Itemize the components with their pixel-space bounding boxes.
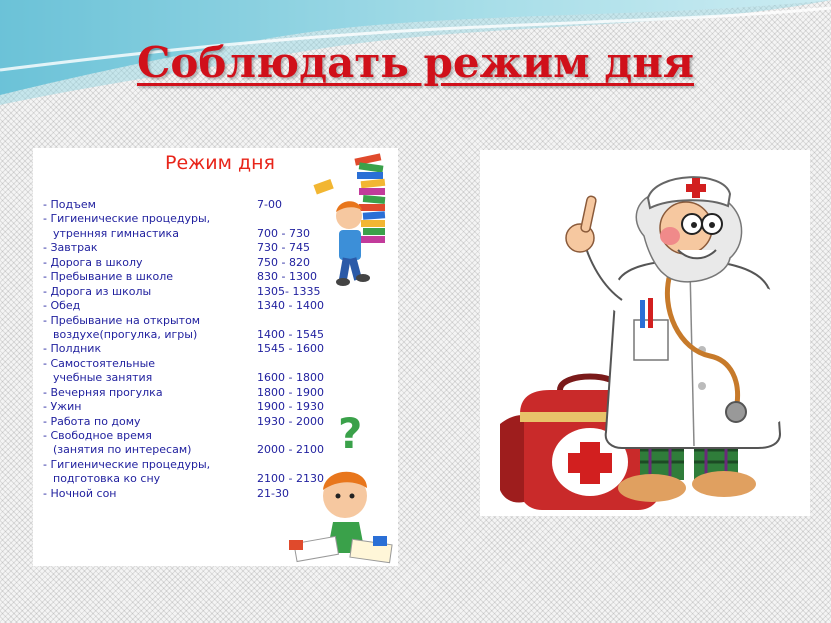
- schedule-time: 1900 - 1930: [257, 400, 324, 414]
- svg-text:?: ?: [338, 409, 363, 458]
- schedule-time: 2000 - 2100: [257, 443, 324, 457]
- schedule-activity: - Самостоятельные: [43, 356, 156, 370]
- schedule-activity: воздухе(прогулка, игры): [53, 327, 198, 341]
- schedule-activity: - Пребывание на открытом: [43, 313, 201, 327]
- schedule-activity: - Ночной сон: [43, 486, 117, 500]
- schedule-activity: - Пребывание в школе: [43, 270, 174, 284]
- schedule-activity: учебные занятия: [53, 371, 153, 385]
- schedule-activity: - Гигиенические процедуры,: [43, 212, 211, 226]
- schedule-time: 7-00: [257, 198, 282, 211]
- schedule-activity: - Вечерняя прогулка: [43, 385, 163, 399]
- schedule-activity: подготовка ко сну: [53, 472, 161, 486]
- schedule-time: 1545 - 1600: [257, 342, 324, 356]
- schedule-time: 21-30: [257, 486, 289, 500]
- schedule-activity: - Дорога в школу: [43, 255, 143, 269]
- schedule-time: 830 - 1300: [257, 270, 317, 284]
- schedule-activity: - Обед: [43, 299, 81, 313]
- boy-studying-icon: [289, 409, 392, 563]
- schedule-time: 1800 - 1900: [257, 385, 324, 399]
- schedule-time: 750 - 820: [257, 255, 310, 269]
- schedule-title: Режим дня: [165, 152, 275, 174]
- boy-with-books-icon: [313, 153, 385, 286]
- schedule-time: 1305- 1335: [257, 284, 321, 298]
- doctor-icon: [480, 150, 810, 516]
- schedule-activity: - Дорога из школы: [43, 284, 152, 298]
- schedule-activity: утренняя гимнастика: [53, 226, 179, 240]
- schedule-time: 1930 - 2000: [257, 414, 324, 428]
- schedule-time: 1600 - 1800: [257, 371, 324, 385]
- schedule-time: 730 - 745: [257, 241, 310, 255]
- schedule-time: 1340 - 1400: [257, 299, 324, 313]
- schedule-activity: - Свободное время: [43, 429, 152, 442]
- schedule-time: 2100 - 2130: [257, 472, 324, 486]
- schedule-activity: - Ужин: [43, 400, 82, 414]
- schedule-activity: (занятия по интересам): [53, 443, 192, 457]
- schedule-illustrations: [33, 148, 398, 566]
- schedule-time: 700 - 730: [257, 226, 310, 240]
- schedule-activity: - Гигиенические процедуры,: [43, 457, 211, 471]
- schedule-activity: - Работа по дому: [43, 414, 141, 428]
- schedule-activity: - Завтрак: [43, 241, 98, 255]
- schedule-activity: - Подъем: [43, 198, 96, 211]
- page-title: Соблюдать режим дня: [136, 38, 694, 87]
- doctor-illustration-panel: [480, 150, 810, 516]
- schedule-activity: - Полдник: [43, 342, 102, 356]
- schedule-time: 1400 - 1545: [257, 327, 324, 341]
